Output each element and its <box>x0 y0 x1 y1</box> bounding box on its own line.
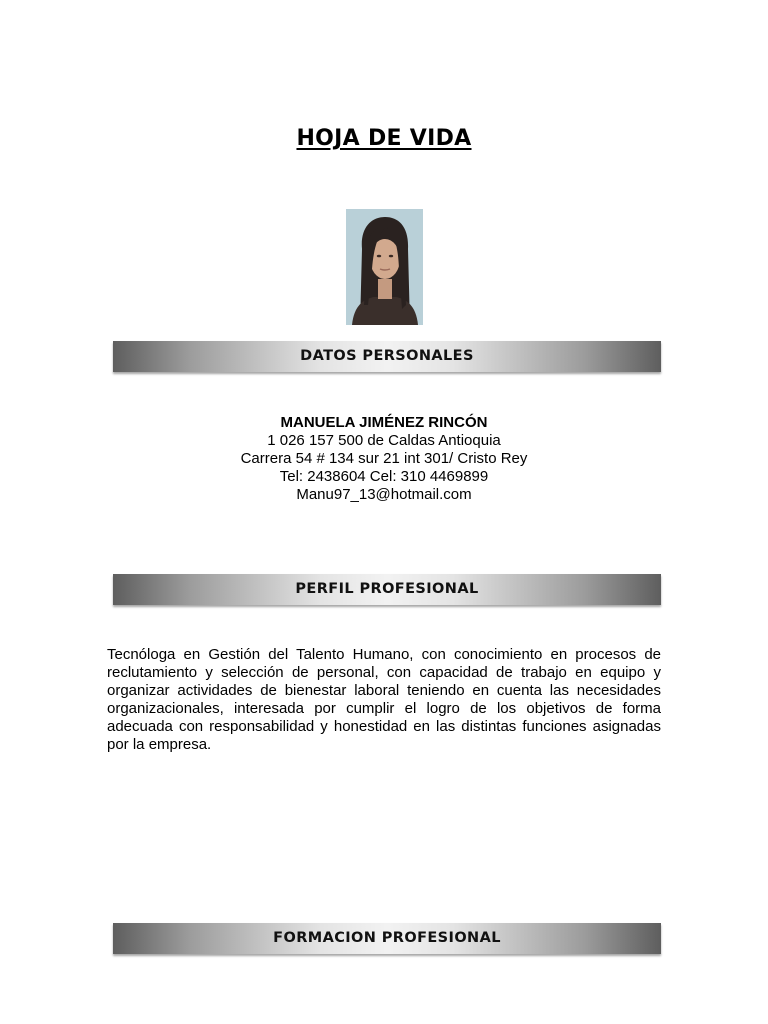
section-header-datos-personales: DATOS PERSONALES <box>113 341 661 372</box>
person-name: MANUELA JIMÉNEZ RINCÓN <box>280 414 488 431</box>
profile-photo <box>346 209 423 325</box>
address: Carrera 54 # 134 sur 21 int 301/ Cristo Rey <box>240 450 528 467</box>
email: Manu97_13@hotmail.com <box>296 486 472 503</box>
phones: Tel: 2438604 Cel: 310 4469899 <box>279 468 489 485</box>
id-document: 1 026 157 500 de Caldas Antioquia <box>267 432 501 449</box>
page-title: HOJA DE VIDA <box>296 126 472 151</box>
profile-paragraph: Tecnóloga en Gestión del Talento Humano, con conocimiento en procesos de reclutamiento y selección de personal, con capacidad de trabajo en equipo y organizar actividades de bienestar laboral teniendo en cuenta las necesidades organizacionales, interesada por cumplir el logro de los objetivos de forma adecuada con responsabilidad y honestidad en las distintas funciones asignadas por la empresa. <box>107 646 661 753</box>
section-header-perfil-profesional: PERFIL PROFESIONAL <box>113 574 661 605</box>
section-header-formacion-profesional: FORMACION PROFESIONAL <box>113 923 661 954</box>
personal-data-block <box>0 414 768 504</box>
